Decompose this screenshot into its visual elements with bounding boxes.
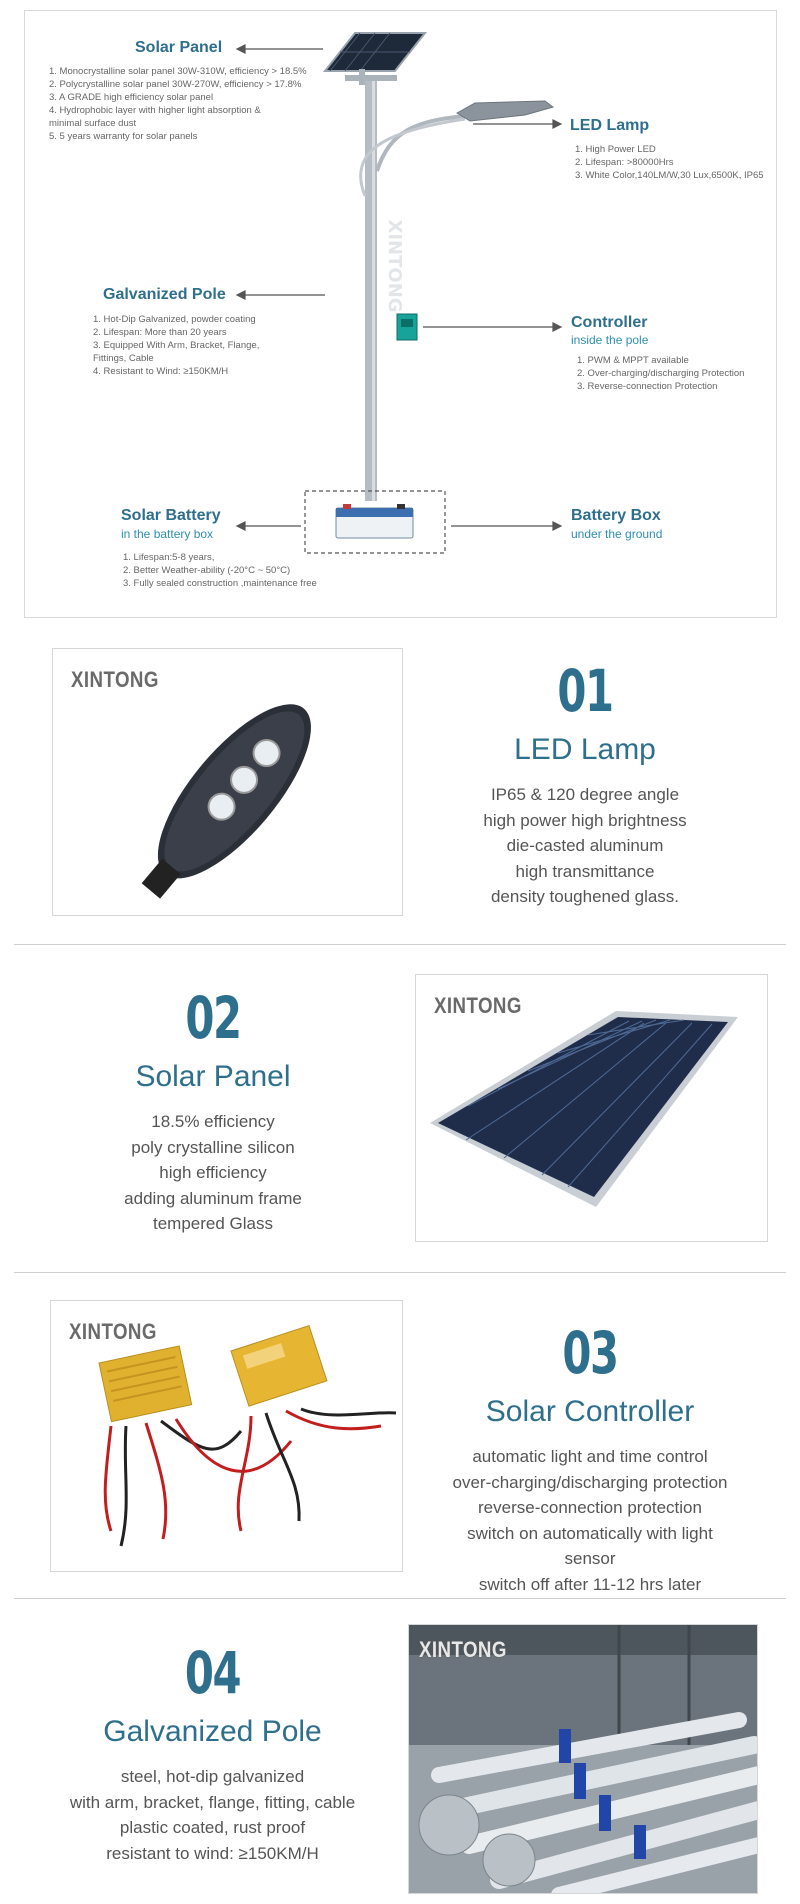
spec-item: 1. Hot-Dip Galvanized, powder coating — [93, 314, 256, 325]
feature-list — [50, 1764, 375, 1866]
feature-item: IP65 & 120 degree angle — [490, 785, 680, 804]
feature-list — [440, 1444, 740, 1597]
led-lamp-photo — [52, 648, 403, 916]
section-number: 01 — [557, 657, 613, 725]
led-lamp-text — [460, 658, 710, 910]
feature-item: high power high brightness — [483, 810, 687, 830]
feature-item: high transmittance — [515, 861, 655, 881]
section-divider — [14, 944, 786, 945]
spec-item: 5. 5 years warranty for solar panels — [49, 131, 198, 142]
spec-item: 2. Polycrystalline solar panel 30W-270W, efficiency > 17.8% — [49, 79, 302, 90]
spec-item: 4. Resistant to Wind: ≥150KM/H — [93, 366, 229, 377]
solar-battery-subtitle: in the battery box — [121, 527, 214, 541]
led-lamp-illustration — [457, 101, 553, 121]
controller-subtitle: inside the pole — [571, 333, 649, 347]
spec-item: 2. Over-charging/discharging Protection — [577, 368, 745, 379]
controller-title: Controller — [571, 314, 648, 331]
feature-list — [82, 1109, 344, 1237]
section-heading: LED Lamp — [514, 733, 656, 766]
brand-logo: XINTONG — [69, 1319, 157, 1344]
solar-panel-specs — [49, 65, 307, 143]
solar-controller-text — [440, 1320, 740, 1597]
section-heading: Solar Panel — [135, 1060, 291, 1093]
battery-box-subtitle: under the ground — [571, 527, 663, 541]
feature-item: switch off after 11-12 hrs later — [478, 1574, 702, 1594]
feature-list — [460, 782, 710, 910]
brand-logo: XINTONG — [71, 667, 159, 692]
section-number: 04 — [184, 1639, 241, 1707]
feature-item: resistant to wind: ≥150KM/H — [106, 1843, 319, 1863]
spec-item: 3. A GRADE high efficiency solar panel — [49, 92, 214, 103]
led-lamp-title: LED Lamp — [570, 117, 650, 134]
spec-item: 1. High Power LED — [575, 144, 656, 155]
solar-panel-title: Solar Panel — [135, 39, 223, 56]
spec-item: 3. Fully sealed construction ,maintenance free — [123, 578, 317, 589]
spec-item: 3. White Color,140LM/W,30 Lux,6500K, IP65 — [575, 170, 764, 181]
section-number: 03 — [562, 1319, 618, 1387]
section-divider — [14, 1272, 786, 1273]
feature-item: steel, hot-dip galvanized — [120, 1767, 305, 1786]
solar-controller-photo — [50, 1300, 403, 1572]
spec-item: minimal surface dust — [49, 118, 137, 129]
pole-watermark: XINTONG — [384, 219, 405, 313]
galvanized-pole-title: Galvanized Pole — [103, 286, 226, 303]
feature-item: over-charging/discharging protection — [452, 1472, 728, 1492]
spec-item: Fittings, Cable — [93, 353, 154, 364]
spec-item: 4. Hydrophobic layer with higher light absorption & — [49, 105, 261, 116]
feature-item: plastic coated, rust proof — [119, 1818, 306, 1837]
spec-item: 2. Lifespan: >80000Hrs — [575, 157, 674, 168]
controller-specs — [577, 354, 744, 393]
section-heading: Solar Controller — [485, 1395, 695, 1428]
section-heading: Galvanized Pole — [103, 1715, 322, 1748]
solar-battery-title: Solar Battery — [121, 507, 221, 524]
solar-panel-text — [82, 985, 344, 1237]
led-lamp-specs — [575, 143, 764, 182]
feature-item: die-casted aluminum — [506, 836, 664, 855]
pole-illustration — [365, 81, 377, 501]
battery-box-title: Battery Box — [571, 507, 661, 524]
controller-illustration — [397, 314, 417, 340]
feature-item: high efficiency — [159, 1163, 267, 1182]
feature-item: tempered Glass — [153, 1214, 273, 1233]
solar-panel-photo — [415, 974, 768, 1242]
galvanized-pole-specs — [93, 313, 259, 378]
spec-item: 1. Monocrystalline solar panel 30W-310W, efficiency > 18.5% — [49, 66, 307, 77]
feature-item: poly crystalline silicon — [131, 1137, 295, 1157]
solar-street-light-diagram — [24, 10, 777, 618]
spec-item: 3. Equipped With Arm, Bracket, Flange, — [93, 340, 260, 351]
section-divider — [14, 1598, 786, 1599]
spec-item: 3. Reverse-connection Protection — [577, 381, 718, 392]
feature-item: 18.5% efficiency — [151, 1112, 275, 1131]
feature-item: automatic light and time control — [472, 1447, 708, 1466]
spec-item: 1. Lifespan:5-8 years, — [123, 552, 215, 563]
feature-item: density toughened glass. — [490, 887, 680, 906]
spec-item: 1. PWM & MPPT available — [577, 355, 689, 366]
galvanized-pole-text — [50, 1640, 375, 1866]
section-number: 02 — [185, 984, 241, 1052]
feature-item: with arm, bracket, flange, fitting, cable — [69, 1792, 356, 1812]
galvanized-pole-photo — [408, 1624, 758, 1894]
feature-item: reverse-connection protection — [478, 1498, 702, 1517]
galvanized-pole-image — [409, 1625, 758, 1894]
spec-item: 2. Better Weather-ability (-20°C ~ 50°C) — [123, 565, 291, 576]
feature-item: switch on automatically with light sensor — [467, 1523, 713, 1568]
battery-illustration — [336, 504, 413, 538]
brand-logo: XINTONG — [419, 1637, 507, 1662]
brand-logo: XINTONG — [434, 993, 522, 1018]
spec-item: 2. Lifespan: More than 20 years — [93, 327, 227, 338]
feature-item: adding aluminum frame — [124, 1188, 302, 1208]
solar-battery-specs — [123, 551, 317, 590]
